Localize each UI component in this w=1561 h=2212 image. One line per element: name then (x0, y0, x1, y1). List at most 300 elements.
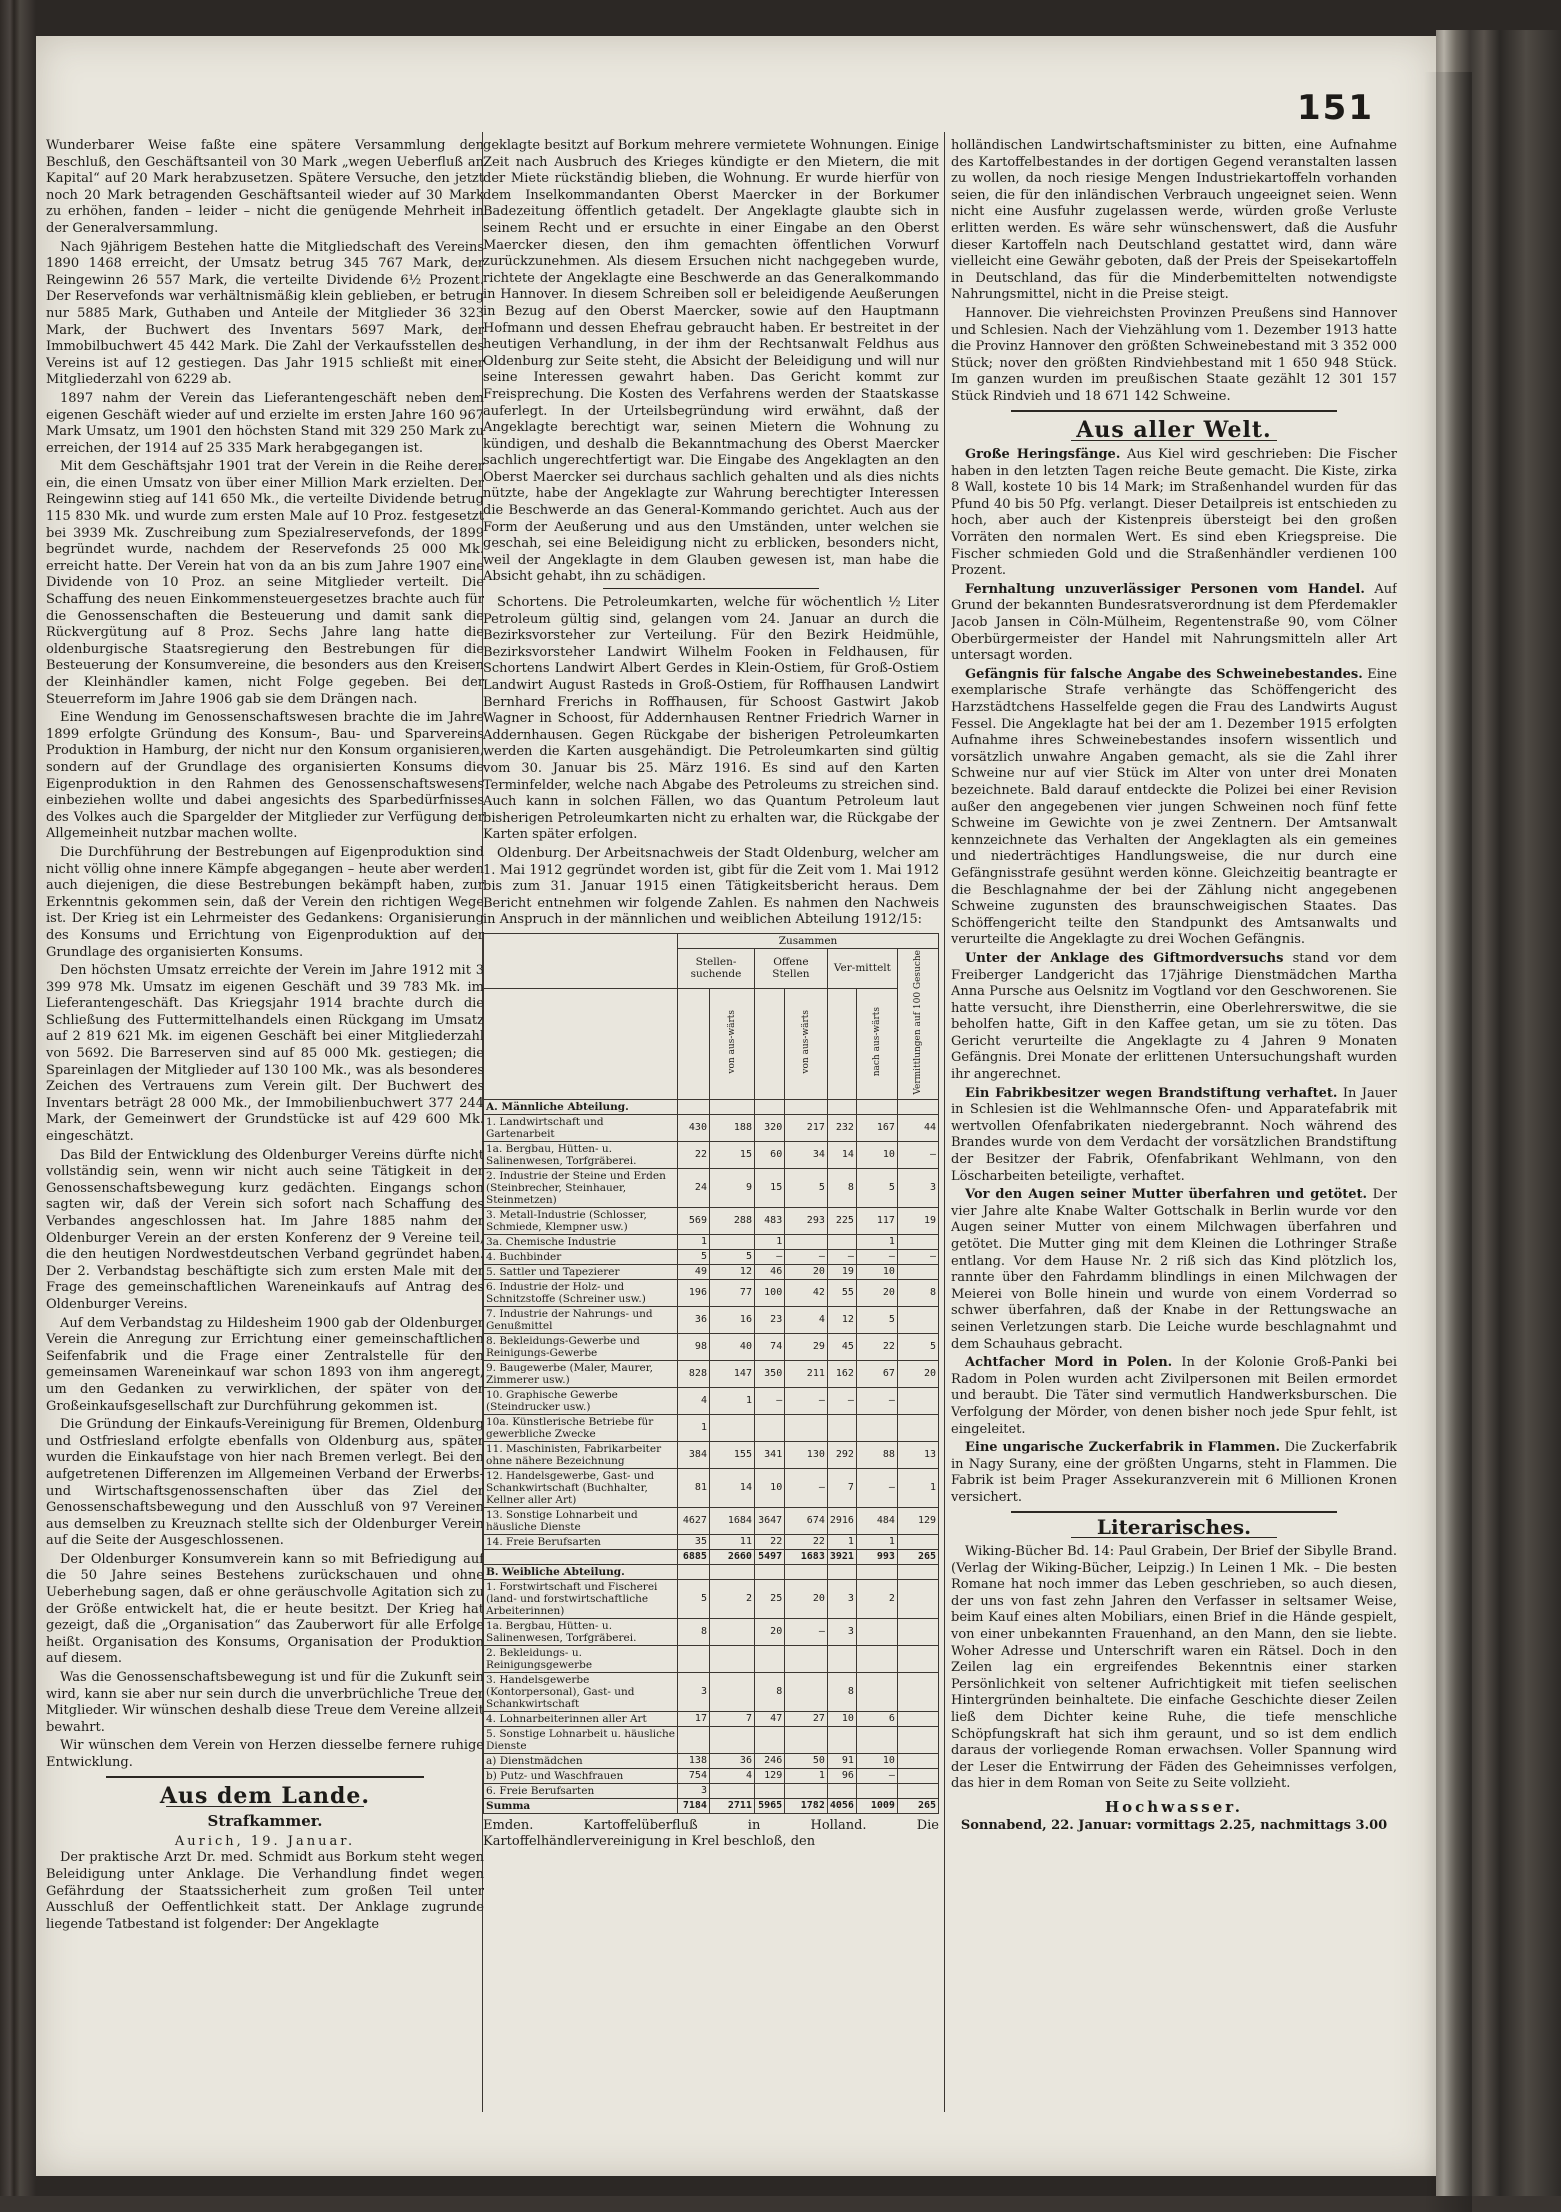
table-cell-value: 5 (897, 1333, 938, 1360)
table-cell-label: b) Putz- und Waschfrauen (484, 1768, 678, 1783)
table-header-blank (484, 933, 678, 988)
table-cell-value: – (785, 1618, 828, 1645)
table-cell-value: 217 (785, 1114, 828, 1141)
table-cell-value (897, 1306, 938, 1333)
table-cell-value: 674 (785, 1507, 828, 1534)
table-cell-value: 3647 (754, 1507, 784, 1534)
table-cell-label: 12. Handelsgewerbe, Gast- und Schankwirtschaft (Buchhalter, Kellner aller Art) (484, 1468, 678, 1507)
table-cell-value (856, 1564, 897, 1579)
table-cell-value (754, 1645, 784, 1672)
table-row (484, 1618, 939, 1645)
table-cell-value: 7 (827, 1468, 856, 1507)
table-cell-value: 45 (827, 1333, 856, 1360)
table-cell-label: 13. Sonstige Lohnarbeit und häusliche Dienste (484, 1507, 678, 1534)
table-cell-value (678, 1564, 710, 1579)
table-cell-value: 50 (785, 1753, 828, 1768)
table-row (484, 1534, 939, 1549)
table-cell-value: 13 (897, 1441, 938, 1468)
table-cell-value: 10 (827, 1711, 856, 1726)
table-cell-value (856, 1618, 897, 1645)
table-row (484, 1414, 939, 1441)
table-cell-value: 34 (785, 1141, 828, 1168)
table-cell-value (856, 1099, 897, 1114)
table-cell-value: – (827, 1387, 856, 1414)
table-cell-value: 60 (754, 1141, 784, 1168)
table-header-rate: Vermittlungen auf 100 Gesuche (897, 948, 938, 1099)
table-cell-value: 36 (678, 1306, 710, 1333)
table-cell-value: 3 (827, 1579, 856, 1618)
table-cell-value (827, 1099, 856, 1114)
table-cell-label: 5. Sattler und Tapezierer (484, 1264, 678, 1279)
local-news-schortens: Schortens. Die Petroleumkarten, welche für wöchentlich ½ Liter Petroleum gültig sind, gelangen vom 24. Januar an durch die Bezirksvorsteher zur Verteilung. Für den Bezirk Heidmühle, Bezirksvorsteher Landwirt Wilhelm Fooken in Feldhausen, für Schortens Landwirt Albert Gerdes in Klein-Ostiem, für Groß-Ostiem Landwirt August Rasteds in Groß-Ostiem, für Roffhausen Landwirt Bernhard Frerichs in Roffhausen, für Schoost Gastwirt Jakob Wagner in Schoost, für Addernhausen Rentner Friedrich Warner in Addernhausen. Gegen Rückgabe der bisherigen Petroleumkarten werden die Karten ausgehändigt. Die Petroleumkarten sind gültig vom 30. Januar bis 25. März 1916. Es sind auf den Karten Terminfelder, welche nach Abgabe des Petroleums zu streichen sind. Auch kann in solchen Fällen, wo das Quantum Petroleum laut bisherigen Petroleumkarten nicht zu erhalten war, die Rückgabe der Karten später erfolgen. (483, 595, 939, 843)
column-1 (46, 138, 484, 2128)
table-cell-value: 12 (709, 1264, 754, 1279)
table-cell-value (897, 1783, 938, 1798)
table-cell-value: 483 (754, 1207, 784, 1234)
table-cell-value: 22 (785, 1534, 828, 1549)
article-paragraph: Die Gründung der Einkaufs-Vereinigung für Bremen, Oldenburg und Ostfriesland erfolgte ebenfalls von Oldenburg aus, später wurden die Einkaufstage von hier nach Bremen verlegt. Bei den aufgetretenen Differenzen im Allgemeinen Verband der Erwerbs- und Wirtschaftsgenossenschaften über das Ziel der Genossenschaftsbewegung und den Ausschluß von 97 Vereinen aus demselben zu Kreuznach stellte sich der Oldenburger Verein auf die Seite der Ausgeschlossenen. (46, 1417, 484, 1549)
table-cell-value (897, 1618, 938, 1645)
table-cell-value: 55 (827, 1279, 856, 1306)
table-cell-value (785, 1564, 828, 1579)
table-cell-value: 288 (709, 1207, 754, 1234)
table-cell-value (709, 1672, 754, 1711)
table-cell-value: 4627 (678, 1507, 710, 1534)
hochwasser-times: Sonnabend, 22. Januar: vormittags 2.25, nachmittags 3.00 (960, 1817, 1388, 1833)
table-cell-value (709, 1099, 754, 1114)
table-cell-value: 292 (827, 1441, 856, 1468)
table-cell-value: 1 (754, 1234, 784, 1249)
table-header-darunter: von aus-wärts (709, 988, 754, 1099)
news-item (951, 1440, 1397, 1506)
labour-table-body (484, 1099, 939, 1813)
table-cell-value: 10 (856, 1753, 897, 1768)
local-news-emden: Emden. Kartoffelüberfluß in Holland. Die Kartoffelhändlervereinigung in Krel beschloß, den (483, 1817, 939, 1850)
table-cell-value: 2711 (709, 1798, 754, 1813)
article-paragraph: Wir wünschen dem Verein von Herzen diesselbe fernere ruhige Entwicklung. (46, 1738, 484, 1770)
table-cell-value: 40 (709, 1333, 754, 1360)
article-paragraph: Das Bild der Entwicklung des Oldenburger Vereins dürfte nicht vollständig sein, wenn wir nicht auch seine Tätigkeit in der Genossenschaftsbewegung kurz gedächten. Eingangs schon sagten wir, daß der Verein sich sofort nach Schaffung des Verbandes angeschlossen hat. Im Jahre 1885 nahm der Oldenburger Verein an der ersten Konferenz der 9 Vereine teil, die den heutigen Nordwestdeutschen Verband gegründet haben. Der 2. Verbandstag beschäftigte sich zum ersten Male mit der Frage des gemeinschaftlichen Wareneinkaufs auf Antrag des Oldenburger Vereins. (46, 1147, 484, 1312)
table-cell-value: 1009 (856, 1798, 897, 1813)
table-row (484, 1672, 939, 1711)
table-cell-label: 1. Forstwirtschaft und Fischerei (land- und forstwirtschaftliche Arbeiterinnen) (484, 1579, 678, 1618)
article-paragraph: Eine Wendung im Genossenschaftswesen brachte die im Jahre 1899 erfolgte Gründung des Konsum-, Bau- und Sparvereins Produktion in Hamburg, der nicht nur den Konsum organisieren, sondern auf der Grundlage des organisierten Konsums die Eigenproduktion in den Rahmen des Genossenschaftswesens einbeziehen wollte und dabei angesichts des Sparbedürfnisses des Volkes auch die Spargelder der Mitglieder zur Verfügung der Allgemeinheit nutzbar machen wollte. (46, 710, 484, 842)
table-cell-value: 22 (678, 1141, 710, 1168)
article-paragraph: Mit dem Geschäftsjahr 1901 trat der Verein in die Reihe derer ein, die einen Umsatz von über einer Million Mark erzielten. Der Reingewinn stieg auf 141 650 Mk., die verteilte Dividende betrug 115 830 Mk. und wurde zum ersten Male auf 10 Proz. festgesetzt bei 3939 Mk. Zuschreibung zum Spezialreservefonds, der 1899 begründet wurde, nachdem der Reservefonds 25 000 Mk. erreicht hatte. Der Verein hat von da an bis zum Jahre 1907 eine Dividende von 10 Proz. an seine Mitglieder verteilt. Die Schaffung des neuen Einkommensteuergesetzes brachte auch für die Genossenschaften die Besteuerung und damit sank die Rückvergütung auf 8 Proz. Sechs Jahre lang hatte die oldenburgische Staatsregierung den Bestrebungen für die Besteuerung der Konsumvereine, die besonders aus den Kreisen der Kleinhändler kamen, nicht Folge gegeben. Bei der Steuerreform im Jahre 1906 gab sie dem Drängen nach. (46, 459, 484, 707)
table-cell-value (709, 1726, 754, 1753)
table-cell-value: 4 (785, 1306, 828, 1333)
table-row (484, 1387, 939, 1414)
table-cell-value: – (785, 1387, 828, 1414)
table-row (484, 1798, 939, 1813)
table-cell-label: 10a. Künstlerische Betriebe für gewerbliche Zwecke (484, 1414, 678, 1441)
table-cell-value: 49 (678, 1264, 710, 1279)
table-cell-label: 4. Buchbinder (484, 1249, 678, 1264)
table-cell-label: a) Dienstmädchen (484, 1753, 678, 1768)
table-cell-value: 35 (678, 1534, 710, 1549)
table-cell-value: 8 (827, 1168, 856, 1207)
table-cell-value: 12 (827, 1306, 856, 1333)
table-row (484, 1207, 939, 1234)
news-item (951, 1355, 1397, 1438)
section-divider (603, 588, 819, 589)
news-list (951, 447, 1397, 1506)
section-title: Aus aller Welt. (1076, 416, 1272, 443)
table-cell-value: 2660 (709, 1549, 754, 1564)
table-cell-value: 5965 (754, 1798, 784, 1813)
article-paragraph: 1897 nahm der Verein das Lieferantengeschäft neben dem eigenen Geschäft wieder auf und erzielte im ersten Jahre 160 967 Mark Umsatz, um 1901 den höchsten Stand mit 329 250 Mark zu erreichen, der 1914 auf 25 335 Mark herabgegangen ist. (46, 390, 484, 456)
table-cell-value: 77 (709, 1279, 754, 1306)
table-cell-value: 3 (827, 1618, 856, 1645)
table-cell-value: 6885 (678, 1549, 710, 1564)
table-cell-value (785, 1783, 828, 1798)
table-cell-value (785, 1414, 828, 1441)
table-cell-value (709, 1618, 754, 1645)
table-cell-label: 7. Industrie der Nahrungs- und Genußmittel (484, 1306, 678, 1333)
table-cell-value: 265 (897, 1798, 938, 1813)
table-row (484, 1114, 939, 1141)
table-cell-value (827, 1234, 856, 1249)
table-cell-value (897, 1672, 938, 1711)
table-header-zusammen: Zusammen (678, 933, 939, 948)
table-cell-value: 5 (709, 1249, 754, 1264)
table-cell-value: 14 (709, 1468, 754, 1507)
table-cell-value (709, 1564, 754, 1579)
table-row (484, 1249, 939, 1264)
table-cell-label: 11. Maschinisten, Fabrikarbeiter ohne nähere Bezeichnung (484, 1441, 678, 1468)
table-cell-value: 2 (709, 1579, 754, 1618)
table-cell-value: 25 (754, 1579, 784, 1618)
table-cell-value (709, 1783, 754, 1798)
table-cell-value: 20 (856, 1279, 897, 1306)
table-cell-value: 117 (856, 1207, 897, 1234)
table-cell-value: 23 (754, 1306, 784, 1333)
news-text: In der Kolonie Groß-Panki bei Radom in Polen wurden acht Zivilpersonen mit Beilen ermordet und beraubt. Die Täter sind vermutlich Handwerksburschen. Die Verfolgung der Mörder, von denen bisher noch jede Spur fehlt, ist eingeleitet. (951, 1355, 1397, 1437)
table-row (484, 1579, 939, 1618)
table-cell-value (678, 1645, 710, 1672)
table-cell-value: 129 (897, 1507, 938, 1534)
table-cell-value: 138 (678, 1753, 710, 1768)
table-cell-value: 16 (709, 1306, 754, 1333)
table-cell-value: 1683 (785, 1549, 828, 1564)
table-cell-value (754, 1414, 784, 1441)
page-gutter-shadow (1424, 72, 1472, 2212)
table-cell-value (709, 1645, 754, 1672)
table-row (484, 1768, 939, 1783)
article-paragraph: Der Oldenburger Konsumverein kann so mit Befriedigung auf die 50 Jahre seines Bestehens zurückschauen und ohne Ueberhebung sagen, daß er ohne geräuschvolle Agitation sich zu der Größe entwickelt hat, die er heute besitzt. Der Krieg hat gezeigt, daß die „Organisation“ das Zauberwort für alle Erfolge heißt. Organisation des Konsums, Organisation der Produktion auf diesem. (46, 1551, 484, 1667)
table-cell-value (897, 1768, 938, 1783)
table-cell-value: 1 (709, 1387, 754, 1414)
table-cell-value: – (785, 1468, 828, 1507)
news-item (951, 1086, 1397, 1186)
news-text: In Jauer in Schlesien ist die Wehlmannsche Ofen- und Apparatefabrik mit wertvollen Ofenfabrikaten niedergebrannt. Noch während des Brandes wurde von dem Verdacht der vorsätzlichen Brandstiftung der Besitzer der Fabrik, Ofenfabrikant Wehlmann, von den Löscharbeiten beteiligte, verhaftet. (951, 1085, 1397, 1184)
table-cell-value: 36 (709, 1753, 754, 1768)
table-cell-value: 1 (678, 1234, 710, 1249)
table-cell-value (754, 1564, 784, 1579)
table-row (484, 1441, 939, 1468)
table-cell-value: – (856, 1249, 897, 1264)
table-cell-value: 17 (678, 1711, 710, 1726)
article-paragraph: holländischen Landwirtschaftsminister zu bitten, eine Aufnahme des Kartoffelbestandes in der dortigen Gegend veranstalten lassen zu wollen, da noch riesige Mengen Industriekartoffeln vorhanden seien, die für den inländischen Verbrauch ungeeignet seien. Wenn nicht eine Ausfuhr zugelassen werde, würden große Verluste erlitten werden. Es wäre sehr wünschenswert, daß die Ausfuhr dieser Kartoffeln nach Deutschland gestattet wird, dann wäre vielleicht eine Gewähr geboten, daß der Preis der Speisekartoffeln in Deutschland, das für die Minderbemittelten notwendigste Nahrungsmittel, nicht in die Preise steigt. (951, 138, 1397, 303)
table-cell-value: 211 (785, 1360, 828, 1387)
table-cell-value: – (827, 1249, 856, 1264)
table-cell-value: 15 (709, 1141, 754, 1168)
table-cell-value: 246 (754, 1753, 784, 1768)
article-paragraph: Wunderbarer Weise faßte eine spätere Versammlung den Beschluß, den Geschäftsanteil von 30 Mark „wegen Ueberfluß an Kapital“ auf 20 Mark herabzusetzen. Spätere Versuche, den jetzt noch 20 Mark betragenden Geschäftsanteil wieder auf 30 Mark zu erhöhen, fanden – leider – nicht die genügende Mehrheit in der Generalversammlung. (46, 138, 484, 236)
table-cell-value: 1684 (709, 1507, 754, 1534)
table-cell-value (897, 1099, 938, 1114)
table-cell-label: B. Weibliche Abteilung. (484, 1564, 678, 1579)
table-row (484, 1279, 939, 1306)
table-row (484, 1753, 939, 1768)
table-cell-value: 29 (785, 1333, 828, 1360)
table-cell-value (785, 1672, 828, 1711)
article-paragraph: Den höchsten Umsatz erreichte der Verein im Jahre 1912 mit 3 399 978 Mk. Umsatz im eigenen Geschäft und 39 783 Mk. im Lieferantengeschäft. Das Kriegsjahr 1914 brachte durch die Schließung des Futtermittelhandels einen Rückgang im Umsatz auf 2 819 621 Mk. im eigenen Geschäft bei einer Mitgliederzahl von 5692. Die Barreserven sind auf 85 000 Mk. gestiegen; die Spareinlagen der Mitglieder auf 130 100 Mk., was als besonderes Zeichen des Vertrauens zum Verein gilt. Der Buchwert des Inventars beträgt 28 000 Mk., der Immobilienbuchwert 377 244 Mark, der Gemeinwert der Grundstücke ist auf 429 600 Mk. eingeschätzt. (46, 963, 484, 1145)
table-header-vermittelt: Ver-mittelt (827, 948, 897, 988)
table-header-darunter: von aus-wärts (785, 988, 828, 1099)
table-row (484, 1711, 939, 1726)
table-cell-value: 1 (827, 1534, 856, 1549)
news-item (951, 951, 1397, 1084)
table-cell-value: 100 (754, 1279, 784, 1306)
table-cell-value: 8 (827, 1672, 856, 1711)
table-cell-value: 6 (856, 1711, 897, 1726)
table-cell-value: 155 (709, 1441, 754, 1468)
table-cell-value (709, 1234, 754, 1249)
table-cell-value: 2 (856, 1579, 897, 1618)
table-cell-value (897, 1579, 938, 1618)
table-cell-value: 196 (678, 1279, 710, 1306)
table-cell-value: 7 (709, 1711, 754, 1726)
table-cell-value (856, 1726, 897, 1753)
local-news-oldenburg: Oldenburg. Der Arbeitsnachweis der Stadt Oldenburg, welcher am 1. Mai 1912 gegründet worden ist, gibt für die Zeit vom 1. Mai 1912 bis zum 31. Januar 1915 einen Tätigkeitsbericht heraus. Dem Bericht entnehmen wir folgende Zahlen. Es nahmen den Nachweis in Anspruch in der männlichen und weiblichen Abteilung 1912/15: (483, 845, 939, 928)
table-cell-value: 19 (897, 1207, 938, 1234)
table-cell-value (678, 1726, 710, 1753)
table-cell-value: 8 (678, 1618, 710, 1645)
table-cell-value: – (856, 1468, 897, 1507)
table-cell-label: 2. Bekleidungs- u. Reinigungsgewerbe (484, 1645, 678, 1672)
table-cell-value: 7184 (678, 1798, 710, 1813)
table-cell-value: 91 (827, 1753, 856, 1768)
table-cell-value (897, 1414, 938, 1441)
table-header-total (754, 988, 784, 1099)
table-cell-value: 3921 (827, 1549, 856, 1564)
article-paragraph: Hannover. Die viehreichsten Provinzen Preußens sind Hannover und Schlesien. Nach der Viehzählung vom 1. Dezember 1913 hatte die Provinz Hannover den größten Schweinebestand mit 3 352 000 Stück; nover den größten Rindviehbestand mit 1 650 948 Stück. Im ganzen wurden im preußischen Staate gezählt 12 301 157 Stück Rindvieh und 18 671 142 Schweine. (951, 305, 1397, 404)
table-row (484, 1726, 939, 1753)
table-cell-value: 828 (678, 1360, 710, 1387)
table-cell-value (754, 1783, 784, 1798)
table-cell-label: 1. Landwirtschaft und Gartenarbeit (484, 1114, 678, 1141)
table-cell-value: 293 (785, 1207, 828, 1234)
table-cell-value: 5 (785, 1168, 828, 1207)
table-cell-value: – (785, 1249, 828, 1264)
table-cell-value: 341 (754, 1441, 784, 1468)
table-row (484, 1264, 939, 1279)
table-cell-label: 2. Industrie der Steine und Erden (Steinbrecher, Steinhauer, Steinmetzen) (484, 1168, 678, 1207)
table-cell-value (856, 1414, 897, 1441)
table-cell-label: 1a. Bergbau, Hütten- u. Salinenwesen, Torfgräberei. (484, 1141, 678, 1168)
table-cell-value: 10 (856, 1141, 897, 1168)
news-item (951, 667, 1397, 949)
table-cell-value: 20 (785, 1264, 828, 1279)
news-headline: Fernhaltung unzuverlässiger Personen vom Handel. (965, 581, 1365, 597)
table-cell-value: 1 (856, 1534, 897, 1549)
table-cell-value: 993 (856, 1549, 897, 1564)
news-headline: Achtfacher Mord in Polen. (965, 1355, 1173, 1371)
news-text: Die Zuckerfabrik in Nagy Surany, eine der größten Ungarns, steht in Flammen. Die Fabrik ist beim Prager Assekuranzverein mit 6 Millionen Kronen versichert. (951, 1440, 1397, 1505)
column-rule (944, 132, 945, 2112)
table-cell-value (754, 1099, 784, 1114)
table-cell-value: 3 (678, 1783, 710, 1798)
table-cell-value: 1 (678, 1414, 710, 1441)
table-cell-value: 1 (856, 1234, 897, 1249)
news-headline: Ein Fabrikbesitzer wegen Brandstiftung verhaftet. (965, 1085, 1338, 1101)
table-cell-label: 6. Freie Berufsarten (484, 1783, 678, 1798)
table-cell-value: 484 (856, 1507, 897, 1534)
article-paragraph: Was die Genossenschaftsbewegung ist und für die Zukunft sein wird, kann sie aber nur sein durch die unverbrüchliche Treue der Mitglieder. Wir wünschen deshalb diese Treue dem Vereine allzeit bewahrt. (46, 1670, 484, 1735)
table-cell-label: 8. Bekleidungs-Gewerbe und Reinigungs-Gewerbe (484, 1333, 678, 1360)
table-cell-value: – (856, 1387, 897, 1414)
table-cell-value (897, 1387, 938, 1414)
table-cell-value: – (897, 1141, 938, 1168)
news-item (951, 447, 1397, 580)
table-cell-value (897, 1534, 938, 1549)
table-cell-value: 22 (856, 1333, 897, 1360)
table-row (484, 1360, 939, 1387)
hochwasser-title: Hochwasser. (1104, 1798, 1244, 1816)
table-cell-value: 3 (897, 1168, 938, 1207)
table-cell-value: 27 (785, 1711, 828, 1726)
table-cell-value: 96 (827, 1768, 856, 1783)
section-divider (1011, 410, 1337, 412)
table-cell-value: 147 (709, 1360, 754, 1387)
table-row (484, 1141, 939, 1168)
table-cell-value (827, 1726, 856, 1753)
table-cell-value: 22 (754, 1534, 784, 1549)
table-cell-value: 4056 (827, 1798, 856, 1813)
table-cell-value (856, 1645, 897, 1672)
table-header-darunter: nach aus-wärts (856, 988, 897, 1099)
table-cell-value: 98 (678, 1333, 710, 1360)
table-row (484, 1333, 939, 1360)
table-cell-value: 569 (678, 1207, 710, 1234)
table-cell-value: 4 (678, 1387, 710, 1414)
table-cell-value: 10 (856, 1264, 897, 1279)
table-cell-label: A. Männliche Abteilung. (484, 1099, 678, 1114)
section-title: Aus dem Lande. (159, 1782, 371, 1809)
column-2 (483, 138, 939, 2128)
table-cell-value: 162 (827, 1360, 856, 1387)
table-cell-value: 19 (827, 1264, 856, 1279)
table-cell-value: 265 (897, 1549, 938, 1564)
table-cell-value: 3 (678, 1672, 710, 1711)
table-cell-label: 4. Lohnarbeiterinnen aller Art (484, 1711, 678, 1726)
news-text: Eine exemplarische Strafe verhängte das Schöffengericht des Harzstädtchens Hasselfelde gegen die Frau des Landwirts August Fessel. Die Angeklagte hat bei der am 1. Dezember 1915 erfolgten Aufnahme ihres Schweinebestandes insofern wissentlich und vorsätzlich unwahre Angaben gemacht, als sie die Zahl ihrer Schweine nur auf vier Stück im Alter von unter drei Monaten bezeichnete. Bald darauf entdeckte die Polizei bei einer Revision außer den angegebenen vier jungen Schweinen noch fünf fette Schweine im Gewichte von je zwei Zentnern. Der Amtsanwalt kennzeichnete das Verhalten der Angeklagten als ein gemeines und niederträchtiges Handlungsweise, die nur durch eine Gefängnisstrafe gesühnt werden könne. Gleichzeitig beantragte er die Beschlagnahme der bei der Zählung nicht angegebenen Schweine zugunsten des braunschweigischen Staates. Das Schöffengericht teilte den Standpunkt des Amtsanwalts und verurteilte die Angeklagte zu drei Wochen Gefängnis. (951, 666, 1397, 948)
table-cell-value (856, 1783, 897, 1798)
table-cell-label: 6. Industrie der Holz- und Schnitzstoffe (Schreiner usw.) (484, 1279, 678, 1306)
table-cell-value: 2916 (827, 1507, 856, 1534)
table-cell-value: 4 (709, 1768, 754, 1783)
table-cell-label: 3. Handelsgewerbe (Kontorpersonal), Gast- und Schankwirtschaft (484, 1672, 678, 1711)
table-cell-value: 20 (897, 1360, 938, 1387)
table-row (484, 1306, 939, 1333)
table-row (484, 1234, 939, 1249)
table-cell-value: 81 (678, 1468, 710, 1507)
article-paragraph: Die Durchführung der Bestrebungen auf Eigenproduktion sind nicht völlig ohne innere Kämpfe abgegangen – heute aber werden auch diejenigen, die diese Bestrebungen bekämpft haben, zur Erkenntnis gekommen sein, daß der Verein den richtigen Wege ist. Der Krieg ist ein Lehrmeister des Gedankens: Organisierung des Konsums und Errichtung von Eigenproduktion auf der Grundlage des organisierten Konsums. (46, 844, 484, 960)
news-text: Der vier Jahre alte Knabe Walter Gottschalk in Berlin wurde vor den Augen seiner Mutter von einem Milchwagen überfahren und getötet. Die Mutter ging mit dem Kleinen die Lothringer Straße entlang. Vor dem Hause Nr. 2 riß sich das Kind plötzlich los, rannte über den Fahrdamm blindlings in einen Milchwagen der Meierei von Bolle hinein und wurde von einem Vorderrad so schwer überfahren, daß der Knabe in der Rettungswache an seinen Verletzungen starb. Die Leiche wurde beschlagnahmt und dem Schauhaus gebracht. (951, 1187, 1397, 1352)
table-cell-value: 24 (678, 1168, 710, 1207)
table-cell-value: 129 (754, 1768, 784, 1783)
article-paragraph: geklagte besitzt auf Borkum mehrere vermietete Wohnungen. Einige Zeit nach Ausbruch des Krieges kündigte er den Mietern, die mit der Miete rückständig blieben, die Wohnung. Er wurde hierfür von dem Inselkommandanten Oberst Maercker in der Borkumer Badezeitung öffentlich getadelt. Der Angeklagte glaubte sich in seinem Recht und er ersuchte in einer Eingabe an den Oberst Maercker diesen, den ihm gemachten öffentlichen Vorwurf zurückzunehmen. Als diesem Ersuchen nicht nachgegeben wurde, richtete der Angeklagte eine Beschwerde an das Generalkommando in Hannover. In diesem Schreiben soll er beleidigende Aeußerungen in Bezug auf den Oberst Maercker, sowie auf den Hauptmann Hofmann und dessen Ehefrau gebraucht haben. Er bestreitet in der heutigen Verhandlung, in der ihm der Rechtsanwalt Feldhus aus Oldenburg zur Seite steht, die Absicht der Beleidigung und will nur seine Interessen gewahrt haben. Das Gericht kommt zur Freisprechung. Die Kosten des Verfahrens werden der Staatskasse auferlegt. In der Urteilsbegründung wird erwähnt, daß der Angeklagte berechtigt war, seinen Mietern die Wohnung zu kündigen, und deshalb die Bekanntmachung des Oberst Maercker sachlich ungerechtfertigt war. Die Eingabe des Angeklagten an den Oberst Maercker sei durchaus sachlich gehalten und als dies nichts nützte, habe der Angeklagte zur Wahrung berechtigter Interessen die Beschwerde an das General-Kommando gerichtet. Auch aus der Form der Aeußerung und aus den Umständen, unter welchen sie geschah, sei eine Beleidigung nicht zu erblicken, besonders nicht, weil der Angeklagte in dem Glauben gewesen ist, man habe die Absicht gehabt, ihn zu schädigen. (483, 138, 939, 585)
table-row (484, 1099, 939, 1114)
newspaper-page (36, 36, 1436, 2176)
news-headline: Gefängnis für falsche Angabe des Schweinebestandes. (965, 666, 1363, 682)
news-item (951, 582, 1397, 665)
table-cell-value (827, 1783, 856, 1798)
article-paragraph: Der praktische Arzt Dr. med. Schmidt aus Borkum steht wegen Beleidigung unter Anklage. Die Verhandlung findet wegen Gefährdung der Staatssicherheit zum großen Teil unter Ausschluß der Oeffentlichkeit statt. Der Anklage zugrunde liegende Tatbestand ist folgender: Der Angeklagte (46, 1850, 484, 1932)
news-headline: Große Heringsfänge. (965, 447, 1121, 463)
column-3 (951, 138, 1397, 2128)
table-cell-value (897, 1753, 938, 1768)
table-row (484, 1549, 939, 1564)
table-header-total (827, 988, 856, 1099)
table-cell-value: 320 (754, 1114, 784, 1141)
table-row (484, 1168, 939, 1207)
table-header-blank (484, 988, 678, 1099)
table-cell-value: 5 (678, 1249, 710, 1264)
table-cell-value: 46 (754, 1264, 784, 1279)
table-cell-value: 88 (856, 1441, 897, 1468)
table-cell-value: 188 (709, 1114, 754, 1141)
table-cell-value: 1 (785, 1768, 828, 1783)
subsection-title: Strafkammer. (207, 1812, 323, 1831)
table-cell-label: 10. Graphische Gewerbe (Steindrucker usw.) (484, 1387, 678, 1414)
table-cell-value (856, 1672, 897, 1711)
literature-review: Wiking-Bücher Bd. 14: Paul Grabein, Der Brief der Sibylle Brand. (Verlag der Wiking-Bücher, Leipzig.) In Leinen 1 Mk. – Die besten Romane hat noch immer das Leben geschrieben, so auch diesen, der uns von fast zehn Jahren den Verfasser in seltsamer Weise, beim Kauf eines alten Mobiliars, einen Brief in die Hände gespielt, von einer unbekannten Frauenhand, an den Mann, den sie liebte. Woher Adresse und Unterschrift waren ein Rätsel. Doch in den Zeilen lag ein ergreifendes Bekenntnis einer starken Persönlichkeit von seltener Aufrichtigkeit mit tiefen seelischen Hintergründen beinhaltete. Die einfache Geschichte dieser Zeilen ließ dem Dichter keine Ruhe, die tiefe menschliche Schöpfungskraft hat sich ihm geraunt, und so ist dem endlich daraus der vorliegende Roman erwachsen. Voller Spannung wird der Leser die Entwirrung der Fäden des Geheimnisses verfolgen, das hier in dem Roman von Seite zu Seite vollzieht. (951, 1544, 1397, 1792)
section-divider (1011, 1511, 1337, 1513)
table-cell-value: 350 (754, 1360, 784, 1387)
table-header-stellensuchende: Stellen-suchende (678, 948, 755, 988)
table-cell-value (897, 1264, 938, 1279)
table-cell-value (897, 1711, 938, 1726)
table-cell-value: 5497 (754, 1549, 784, 1564)
table-cell-value (897, 1564, 938, 1579)
table-cell-value: 9 (709, 1168, 754, 1207)
table-cell-value (827, 1414, 856, 1441)
table-cell-value (785, 1726, 828, 1753)
table-row (484, 1507, 939, 1534)
table-cell-label: 5. Sonstige Lohnarbeit u. häusliche Dienste (484, 1726, 678, 1753)
news-headline: Unter der Anklage des Giftmordversuchs (965, 950, 1284, 966)
table-cell-value: – (754, 1387, 784, 1414)
table-cell-label: 1a. Bergbau, Hütten- u. Salinenwesen, Torfgräberei. (484, 1618, 678, 1645)
news-headline: Eine ungarische Zuckerfabrik in Flammen. (965, 1440, 1281, 1456)
table-cell-value (785, 1234, 828, 1249)
table-cell-value: 130 (785, 1441, 828, 1468)
table-cell-value: 15 (754, 1168, 784, 1207)
table-cell-value: – (856, 1768, 897, 1783)
table-cell-label: 3a. Chemische Industrie (484, 1234, 678, 1249)
table-cell-value: 5 (856, 1168, 897, 1207)
table-cell-value (897, 1234, 938, 1249)
table-cell-value: 167 (856, 1114, 897, 1141)
table-cell-value: 44 (897, 1114, 938, 1141)
news-item (951, 1187, 1397, 1353)
table-cell-value: 8 (754, 1672, 784, 1711)
table-cell-value: 225 (827, 1207, 856, 1234)
table-cell-value: 47 (754, 1711, 784, 1726)
table-cell-value: – (754, 1249, 784, 1264)
